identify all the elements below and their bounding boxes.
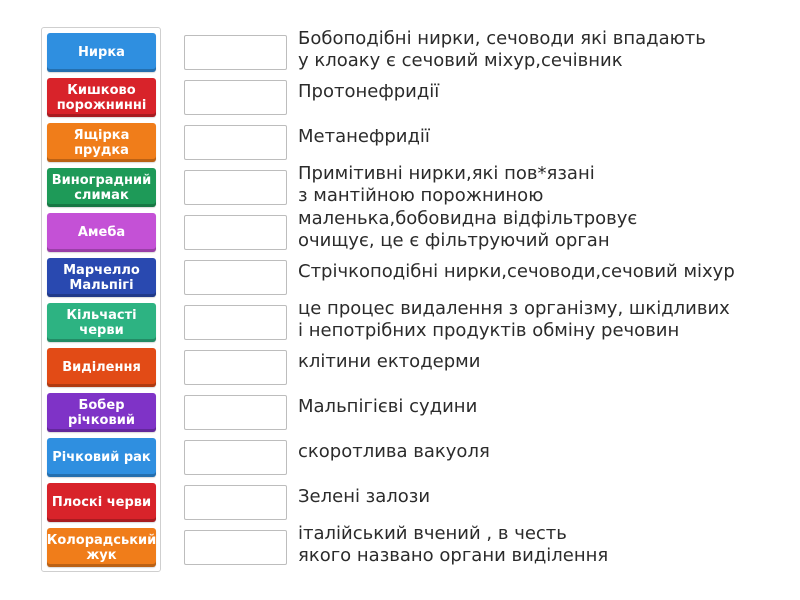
definition-text: це процес видалення з організму, шкідливих і непотрібних продуктів обміну речовин (298, 298, 730, 341)
definition-text: Стрічкоподібні нирки,сечоводи,сечовий міхур (298, 261, 735, 282)
tile-label: Виділення (62, 360, 141, 375)
answer-tile[interactable] (47, 33, 156, 72)
tile-label: Виноградний слимак (51, 172, 152, 203)
drop-slot[interactable] (184, 215, 287, 250)
drop-slot[interactable] (184, 125, 287, 160)
drop-slot[interactable] (184, 305, 287, 340)
definition-text: італійський вчений , в честь якого названо органи виділення (298, 523, 609, 566)
answer-tile[interactable] (47, 303, 156, 342)
drop-slot[interactable] (184, 80, 287, 115)
drop-slot[interactable] (184, 350, 287, 385)
definition-text: Бобоподібні нирки, сечоводи які впадають у клоаку є сечовий міхур,сечівник (298, 28, 706, 71)
answer-tile[interactable] (47, 123, 156, 162)
definition-text: Протонефридії (298, 81, 440, 102)
answer-tile[interactable] (47, 78, 156, 117)
drop-slot[interactable] (184, 260, 287, 295)
drop-slot[interactable] (184, 35, 287, 70)
answer-tile[interactable] (47, 348, 156, 387)
tile-label: Ящірка прудка (73, 127, 130, 158)
tile-label: Річковий рак (52, 450, 151, 465)
answer-tile[interactable] (47, 213, 156, 252)
tile-label: Марчелло Мальпігі (63, 262, 140, 293)
answer-tiles-panel (41, 27, 161, 572)
drop-slot[interactable] (184, 485, 287, 520)
definition-text: клітини ектодерми (298, 351, 481, 372)
definition-text: Зелені залози (298, 486, 431, 507)
answer-tile[interactable] (47, 168, 156, 207)
tile-label: Амеба (77, 225, 126, 240)
tile-label: Кільчасті черви (66, 307, 137, 338)
tile-label: Бобер річковий (68, 397, 135, 428)
definition-text: Метанефридії (298, 126, 430, 147)
drop-slot[interactable] (184, 530, 287, 565)
definition-text: скоротлива вакуоля (298, 441, 490, 462)
tile-label: Кишково порожнинні (56, 82, 147, 113)
drop-slot[interactable] (184, 170, 287, 205)
tile-label: Нирка (78, 45, 125, 60)
answer-tile[interactable] (47, 393, 156, 432)
definition-text: Примітивні нирки,які пов*язані з мантійною порожниною (298, 163, 595, 206)
drop-slot[interactable] (184, 440, 287, 475)
answer-tile[interactable] (47, 483, 156, 522)
definition-text: маленька,бобовидна відфільтровує очищує, це є фільтруючий орган (298, 208, 638, 251)
drop-slot[interactable] (184, 395, 287, 430)
answer-tile[interactable] (47, 438, 156, 477)
answer-tile[interactable] (47, 258, 156, 297)
answer-tile[interactable] (47, 528, 156, 567)
tile-label: Колорадський жук (46, 532, 157, 563)
definition-text: Мальпігієві судини (298, 396, 478, 417)
tile-label: Плоскі черви (51, 495, 152, 510)
